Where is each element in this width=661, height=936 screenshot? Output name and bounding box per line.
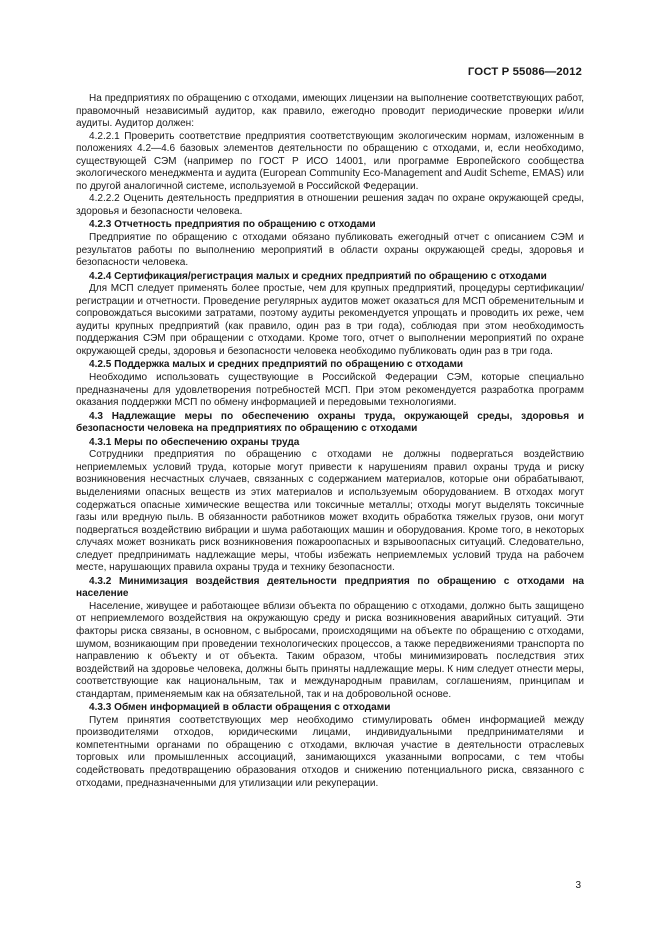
- heading-4-3-3: 4.3.3 Обмен информацией в области обращения с отходами: [89, 702, 391, 714]
- heading-4-2-4: 4.2.4 Сертификация/регистрация малых и средних предприятий по обращению с отходами: [89, 270, 547, 282]
- paragraph-4-2-3: Предприятие по обращению с отходами обязано публиковать ежегодный отчет с описанием СЭМ и результатов работы по выполнению мероприятий в области охраны окружающей среды, здоровья и безопасности человека.: [76, 232, 584, 269]
- clause-4-2-2-2: 4.2.2.2 Оценить деятельность предприятия в отношении решения задач по охране окружающей среды, здоровья и безопасности человека.: [76, 193, 584, 217]
- paragraph-4-3-3: Путем принятия соответствующих мер необходимо стимулировать обмен информацией между производителями отходов, юридическими лицами, индивидуальными предпринимателями и компетентными органами по обращению с отходами, включая участие в деятельности отраслевых торговых или промышленных ассоциаций, занимающихся указанными вопросами, с тем чтобы содействовать предотвращению образования отходов и снижению потенциального риска, связанного с отходами, предназначенными для утилизации или рекуперации.: [76, 714, 584, 789]
- paragraph-4-2-5: Необходимо использовать существующие в Российской Федерации СЭМ, которые специально предназначены для удовлетворения потребностей МСП. При этом рекомендуется разработка программ оказания поддержки МСП по обмену информацией и передовыми технологиями.: [76, 372, 584, 409]
- heading-4-3-1: 4.3.1 Меры по обеспечению охраны труда: [89, 436, 300, 448]
- heading-4-2-5: 4.2.5 Поддержка малых и средних предприятий по обращению с отходами: [89, 359, 464, 371]
- clause-4-2-2-1: 4.2.2.1 Проверить соответствие предприятия соответствующим экологическим нормам, изложенным в положениях 4.2—4.6 базовых элементов деятельности по обращению с отходами, и, если необходимо, существующей СЭМ (например по ГОСТ Р ИСО 14001, или программе Европейского сообщества экологического менеджмента и аудита (European Community Eco-Management and Audit Scheme, EMAS) или по другой аналогичной системе, используемой в Российской Федерации.: [76, 130, 584, 192]
- page-number: 3: [575, 880, 581, 891]
- paragraph-4-2-4: Для МСП следует применять более простые, чем для крупных предприятий, процедуры сертификации/ регистрации и отчетности. Проведение регулярных аудитов может оказаться для МСП обременительным и сопровождаться высокими затратами, поэтому аудиты рекомендуется упрощать и проводить их реже, чем аудиты крупных предприятий (как правило, один раз в три года), соблюдая при этом необходимость поддержания СЭМ при обращении с отходами. Кроме того, отчет о выполнении мероприятий по охране окружающей среды, здоровья и безопасности человека необходимо публиковать один раз в три года.: [76, 283, 584, 357]
- standard-header: ГОСТ Р 55086—2012: [467, 66, 582, 78]
- heading-4-3: 4.3 Надлежащие меры по обеспечению охраны труда, окружающей среды, здоровья и безопасности человека на предприятиях по обращению с отходами: [76, 410, 584, 435]
- paragraph-4-3-1: Сотрудники предприятия по обращению с отходами не должны подвергаться воздействию неприемлемых условий труда, которые могут привести к нарушениям правил охраны труда и риску возникновения несчастных случаев, связанных с содержанием материалов, которые они обрабатывают, выделениями опасных веществ из этих материалов и используемым оборудованием. В отходах могут содержаться опасные химические вещества или токсичные металлы; отходы могут выделять токсичные газы или вредную пыль. В обязанности работников может входить обработка тяжелых грузов, они могут подвергаться воздействию вибрации и шума работающих машин и оборудования. Кроме того, в некоторых случаях может возникать риск возникновения пожароопасных и взрывоопасных ситуаций. Следовательно, следует предпринимать надлежащие меры, чтобы избежать неприемлемых условий труда на рабочем месте, нарушающих правила охраны труда и технику безопасности.: [76, 449, 584, 574]
- heading-4-2-3: 4.2.3 Отчетность предприятия по обращению с отходами: [89, 219, 376, 231]
- paragraph-4-3-2: Население, живущее и работающее вблизи объекта по обращению с отходами, должно быть защищено от неприемлемого воздействия на окружающую среду и риска возникновения аварийных ситуаций. Эти факторы риска связаны, в основном, с выбросами, происходящими на объекте по обращению с отходами, шумом, возникающим при проведении технологических процессов, а также передвижениями транспорта по направлению к объекту и от объекта. Таким образом, чтобы минимизировать последствия этих воздействий на здоровье человека, должны быть приняты надлежащие меры. К ним следует отнести меры, соответствующие как национальным, так и международным правилам, соглашениям, принципам и стандартам, применяемым как на обязательной, так и на добровольной основе.: [76, 600, 584, 700]
- document-body: [76, 93, 584, 790]
- intro-paragraph: На предприятиях по обращению с отходами, имеющих лицензии на выполнение соответствующих работ, правомочный независимый аудитор, как правило, ежегодно проводит периодические проверки и/или аудиты. Аудитор должен:: [76, 93, 584, 130]
- heading-4-3-2: 4.3.2 Минимизация воздействия деятельности предприятия по обращению с отходами на население: [76, 575, 584, 600]
